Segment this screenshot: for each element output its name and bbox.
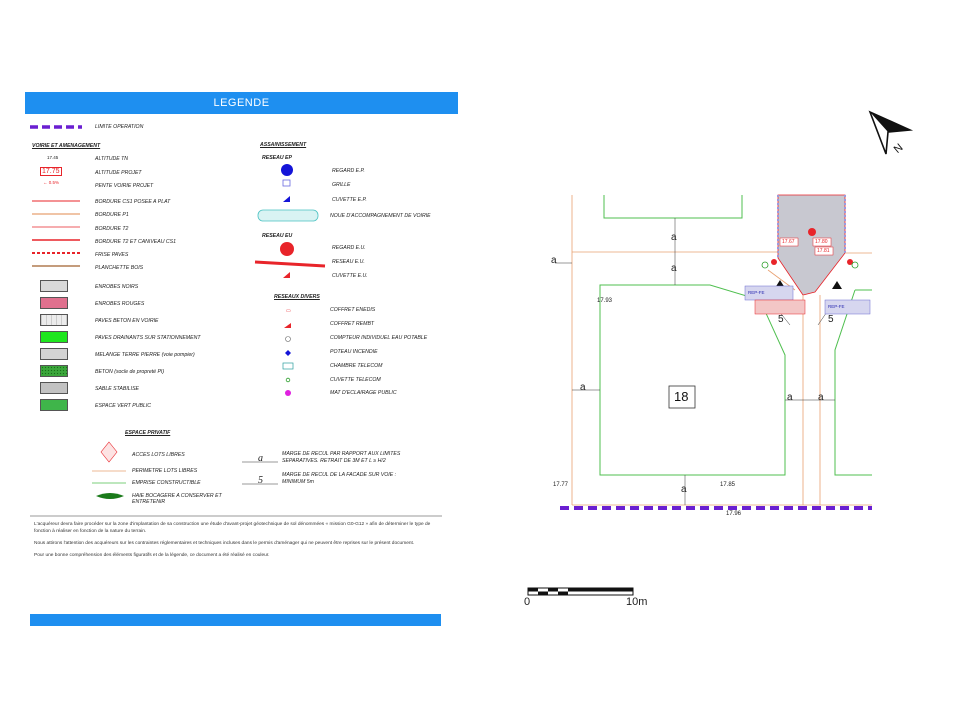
note-couleur: Pour une bonne compréhension des éléments figuratifs et de la légende, ce document a été réalisé en couleur.: [34, 553, 270, 558]
swatch-enrobes-noirs: [40, 280, 68, 292]
label-pente-voirie: PENTE VOIRIE PROJET: [95, 183, 154, 189]
marge-a-symbol: a: [258, 453, 263, 464]
label-espace-vert: ESPACE VERT PUBLIC: [95, 403, 152, 409]
label-reseau-eu: RESEAU E.U.: [332, 259, 365, 265]
box-label-1: REP-FE: [748, 290, 765, 295]
coffret-triangle-icon: [832, 281, 842, 289]
label-compteur-eau: COMPTEUR INDIVIDUEL EAU POTABLE: [330, 335, 428, 341]
reseau-eu-heading: RESEAU EU: [262, 233, 293, 239]
margin-a-label-lot: a: [580, 382, 586, 393]
mat-eclairage-icon: [285, 390, 291, 396]
margin-a-label-right2: a: [818, 392, 824, 403]
label-marge-recul-limites: MARGE DE RECUL PAR RAPPORT AUX LIMITES SEPARATIVES. RETRAIT DE 3M ET L ≥ H/2: [282, 451, 401, 464]
cuvette-ep-icon: [283, 196, 290, 202]
label-altitude-tn: ALTITUDE TN: [95, 156, 129, 162]
margin-a-label-top: a: [671, 232, 677, 243]
chambre-telecom-icon: [283, 363, 293, 369]
legend-title: LEGENDE: [25, 92, 458, 114]
voirie-line-symbols: [30, 195, 85, 275]
note-contraintes: Nous attirons l'attention des acquéreurs sur les contraintes réglementaires et techniques incluses dans le permis d'aménager qui ne peuvent être reprises sur le présent document.: [34, 541, 415, 546]
swatch-enrobes-rouges: [40, 297, 68, 309]
grille-icon: [283, 180, 290, 186]
voirie-heading: VOIRIE ET AMENAGEMENT: [32, 143, 101, 149]
cuvette-eu-icon: [283, 272, 290, 278]
reseau-eu-line: [255, 262, 325, 266]
label-bordure-p1: BORDURE P1: [95, 212, 129, 218]
label-enrobes-rouges: ENROBES ROUGES: [95, 301, 145, 307]
legend-footer-bar: [30, 614, 441, 626]
label-acces-lots: ACCES LOTS LIBRES: [132, 452, 185, 458]
label-paves-beton: PAVES BETON EN VOIRIE: [95, 318, 159, 324]
regard-eu-icon: [280, 242, 294, 256]
label-bordure-t2-caniveau: BORDURE T2 ET CANIVEAU CS1: [95, 239, 176, 245]
label-perimetre-lots: PERIMETRE LOTS LIBRES: [132, 468, 198, 474]
facade-5-label-right: 5: [828, 314, 834, 325]
legend-notes: [34, 521, 444, 564]
altitude-1793: 17.93: [597, 298, 613, 304]
label-chambre-telecom: CHAMBRE TELECOM: [330, 363, 383, 369]
label-mat-eclairage: MAT D'ECLAIRAGE PUBLIC: [330, 390, 397, 396]
reseau-ep-heading: RESEAU EP: [262, 155, 292, 161]
project-altitude-2: 17.80: [815, 239, 828, 245]
north-label: N: [891, 141, 906, 156]
reseaux-divers-heading: RESEAUX DIVERS: [274, 294, 320, 300]
margin-a-label-right1: a: [787, 392, 793, 403]
label-cuvette-ep: CUVETTE E.P.: [332, 197, 367, 203]
label-beton: BETON (socle de propreté PI): [95, 369, 165, 375]
haie-icon: [96, 493, 124, 499]
cuvette-telecom-icon: [286, 378, 290, 382]
label-cuvette-telecom: CUVETTE TELECOM: [330, 377, 381, 383]
label-planchette-bois: PLANCHETTE BOIS: [95, 265, 144, 271]
altitude-1777: 17.77: [553, 482, 569, 488]
swatch-paves-drainants: [40, 331, 68, 343]
reseaux-divers-symbols: [275, 304, 305, 399]
label-coffret-enedis: COFFRET ENEDIS: [330, 307, 376, 313]
espace-privatif-heading: ESPACE PRIVATIF: [125, 430, 171, 436]
coffret-rembt-icon: [284, 323, 291, 328]
margin-a-label-mid: a: [671, 263, 677, 274]
noue-icon: [258, 210, 318, 221]
marge-5-symbol: 5: [258, 475, 263, 486]
assainissement-heading: ASSAINISSEMENT: [260, 142, 307, 148]
limit-operation-label: LIMITE OPERATION: [95, 124, 144, 130]
site-plan: [540, 190, 880, 520]
swatch-beton: [40, 365, 68, 377]
label-coffret-rembt: COFFRET REMBT: [330, 321, 375, 327]
scale-bar: [525, 585, 640, 599]
cuvette-telecom-point: [852, 262, 858, 268]
label-bordure-t2: BORDURE T2: [95, 226, 129, 232]
label-enrobes-noirs: ENROBES NOIRS: [95, 284, 139, 290]
coffret-enedis-icon: ▭: [286, 308, 291, 314]
altitude-1796: 17.96: [726, 511, 742, 517]
north-arrow-icon: [866, 110, 916, 160]
eu-symbols: [250, 238, 330, 283]
acces-lots-icon: [101, 442, 117, 462]
margin-a-label-left: a: [551, 255, 557, 266]
label-haie-bocagere: HAIE BOCAGERE A CONSERVER ET ENTRETENIR: [132, 493, 222, 505]
project-altitude-1: 17.67: [782, 239, 795, 245]
swatch-sable: [40, 382, 68, 394]
label-marge-recul-facade: MARGE DE RECUL DE LA FACADE SUR VOIE : MINIMUM 5m: [282, 472, 397, 485]
facade-5-label-left: 5: [778, 314, 784, 325]
label-sable: SABLE STABILISE: [95, 386, 140, 392]
limit-operation-symbol: [30, 124, 82, 130]
marge-symbols: [240, 450, 280, 490]
label-regard-ep: REGARD E.P.: [332, 168, 365, 174]
label-cuvette-eu: CUVETTE E.U.: [332, 273, 368, 279]
scale-start-label: 0: [524, 596, 531, 608]
label-paves-drainants: PAVES DRAINANTS SUR STATIONNEMENT: [95, 335, 201, 341]
espace-privatif-symbols: [90, 440, 130, 506]
altitude-1785: 17.85: [720, 482, 736, 488]
label-grille: GRILLE: [332, 182, 351, 188]
regard-eu-point: [771, 259, 777, 265]
label-emprise-constructible: EMPRISE CONSTRUCTIBLE: [132, 480, 201, 486]
label-noue: NOUE D'ACCOMPAGNEMENT DE VOIRIE: [330, 213, 431, 219]
ep-symbols: [255, 160, 325, 226]
label-altitude-projet: ALTITUDE PROJET: [95, 170, 142, 176]
label-poteau-incendie: POTEAU INCENDIE: [330, 349, 378, 355]
altitude-projet-sample: 17.75: [42, 168, 60, 175]
scale-end-label: 10m: [626, 596, 648, 608]
legend-separator: [30, 515, 442, 517]
lot-number: 18: [674, 389, 689, 404]
pente-sample: ← 0.5%: [43, 180, 60, 185]
box-label-2: REP-FE: [828, 304, 845, 309]
label-bordure-cs1: BORDURE CS1 POSEE A PLAT: [95, 199, 171, 205]
note-geotechnique: L'acquéreur devra faire procéder sur la zone d'implantation de sa construction une étude d'avant-projet géotechnique de sol dénommées « mission G0-G12 » afin de déterminer le type de fonction à réaliser en fonction de la nature du terrain.: [34, 522, 431, 534]
cuvette-telecom-point: [762, 262, 768, 268]
swatch-espace-vert: [40, 399, 68, 411]
regard-ep-icon: [281, 164, 293, 176]
compteur-eau-icon: [286, 337, 291, 342]
margin-a-label-bottom: a: [681, 484, 687, 495]
label-frise-paves: FRISE PAVES: [95, 252, 129, 258]
swatch-paves-beton: [40, 314, 68, 326]
altitude-tn-sample: 17.45: [47, 155, 59, 160]
swatch-melange-terre: [40, 348, 68, 360]
regard-eu-point: [808, 228, 816, 236]
poteau-incendie-icon: [285, 350, 291, 356]
label-regard-eu: REGARD E.U.: [332, 245, 366, 251]
project-altitude-3: 17.81: [817, 248, 830, 254]
label-melange-terre: MELANGE TERRE PIERRE (voie pompier): [95, 352, 195, 358]
